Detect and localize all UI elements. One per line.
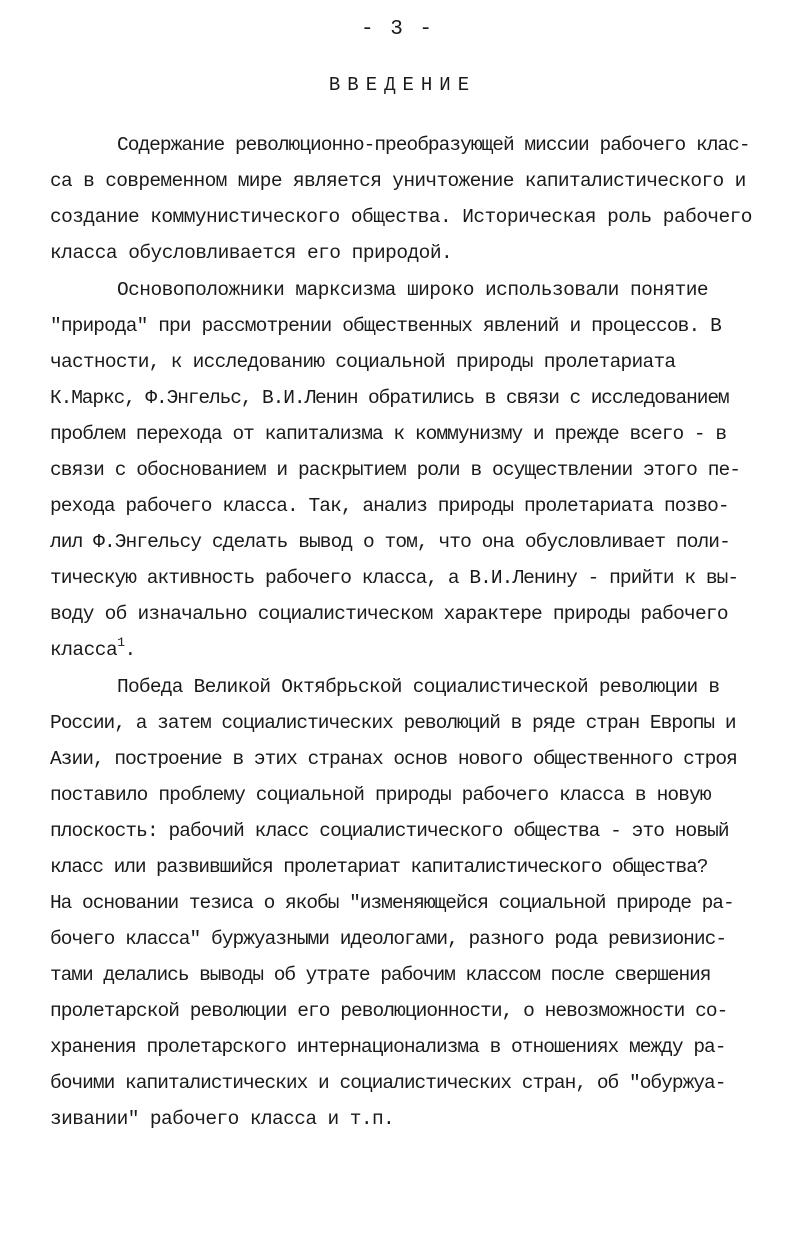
text-line: "природа" при рассмотрении общественных явлений и процессов. В: [50, 315, 721, 337]
text-line: связи с обоснованием и раскрытием роли в осуществлении этого пе-: [50, 459, 741, 481]
text-line: воду об изначально социалистическом характере природы рабочего: [50, 603, 728, 625]
text-line: Победа Великой Октябрьской социалистической революции в: [117, 676, 720, 698]
text-line: частности, к исследованию социальной природы пролетариата: [50, 351, 676, 373]
text-line: России, а затем социалистических революций в ряде стран Европы и: [50, 712, 736, 734]
text-line: поставило проблему социальной природы рабочего класса в новую: [50, 784, 711, 806]
text-line: класса обусловливается его природой.: [50, 242, 453, 264]
text-line: зивании" рабочего класса и т.п.: [50, 1108, 395, 1130]
text-line: тами делались выводы об утрате рабочим классом после свершения: [50, 964, 711, 986]
text-line: хранения пролетарского интернационализма в отношениях между ра-: [50, 1036, 726, 1058]
footnote-marker: 1: [117, 635, 125, 650]
text-line: проблем перехода от капитализма к коммунизму и прежде всего - в: [50, 423, 727, 445]
text-line: пролетарской революции его революционности, о невозможности со-: [50, 1000, 728, 1022]
text-line: создание коммунистического общества. Историческая роль рабочего: [50, 206, 752, 228]
text-line: бочего класса" буржуазными идеологами, разного рода ревизионис-: [50, 928, 727, 950]
text-line: Азии, построение в этих странах основ нового общественного строя: [50, 748, 737, 770]
page-number: - 3 -: [360, 18, 434, 41]
section-heading: ВВЕДЕНИЕ: [328, 74, 477, 96]
text-line: класс или развившийся пролетариат капиталистического общества?: [50, 856, 708, 878]
text-line: са в современном мире является уничтожение капиталистического и: [50, 170, 746, 192]
text-line: рехода рабочего класса. Так, анализ природы пролетариата позво-: [50, 495, 729, 517]
text-line: плоскость: рабочий класс социалистического общества - это новый: [50, 820, 729, 842]
text-line: бочими капиталистических и социалистических стран, об "обуржуа-: [50, 1072, 726, 1094]
text-line: лил Ф.Энгельсу сделать вывод о том, что она обусловливает поли-: [50, 531, 730, 553]
text-line: [50, 635, 136, 662]
text-fragment: .: [124, 639, 136, 661]
text-fragment: класса: [50, 639, 118, 661]
text-line: На основании тезиса о якобы "изменяющейся социальной природе ра-: [50, 892, 734, 914]
text-line: Основоположники марксизма широко использовали понятие: [117, 279, 709, 301]
text-line: тическую активность рабочего класса, а В.И.Ленину - прийти к вы-: [50, 567, 739, 589]
text-line: Содержание революционно-преобразующей миссии рабочего клас-: [117, 134, 750, 156]
text-line: К.Маркс, Ф.Энгельс, В.И.Ленин обратились в связи с исследованием: [50, 387, 729, 409]
